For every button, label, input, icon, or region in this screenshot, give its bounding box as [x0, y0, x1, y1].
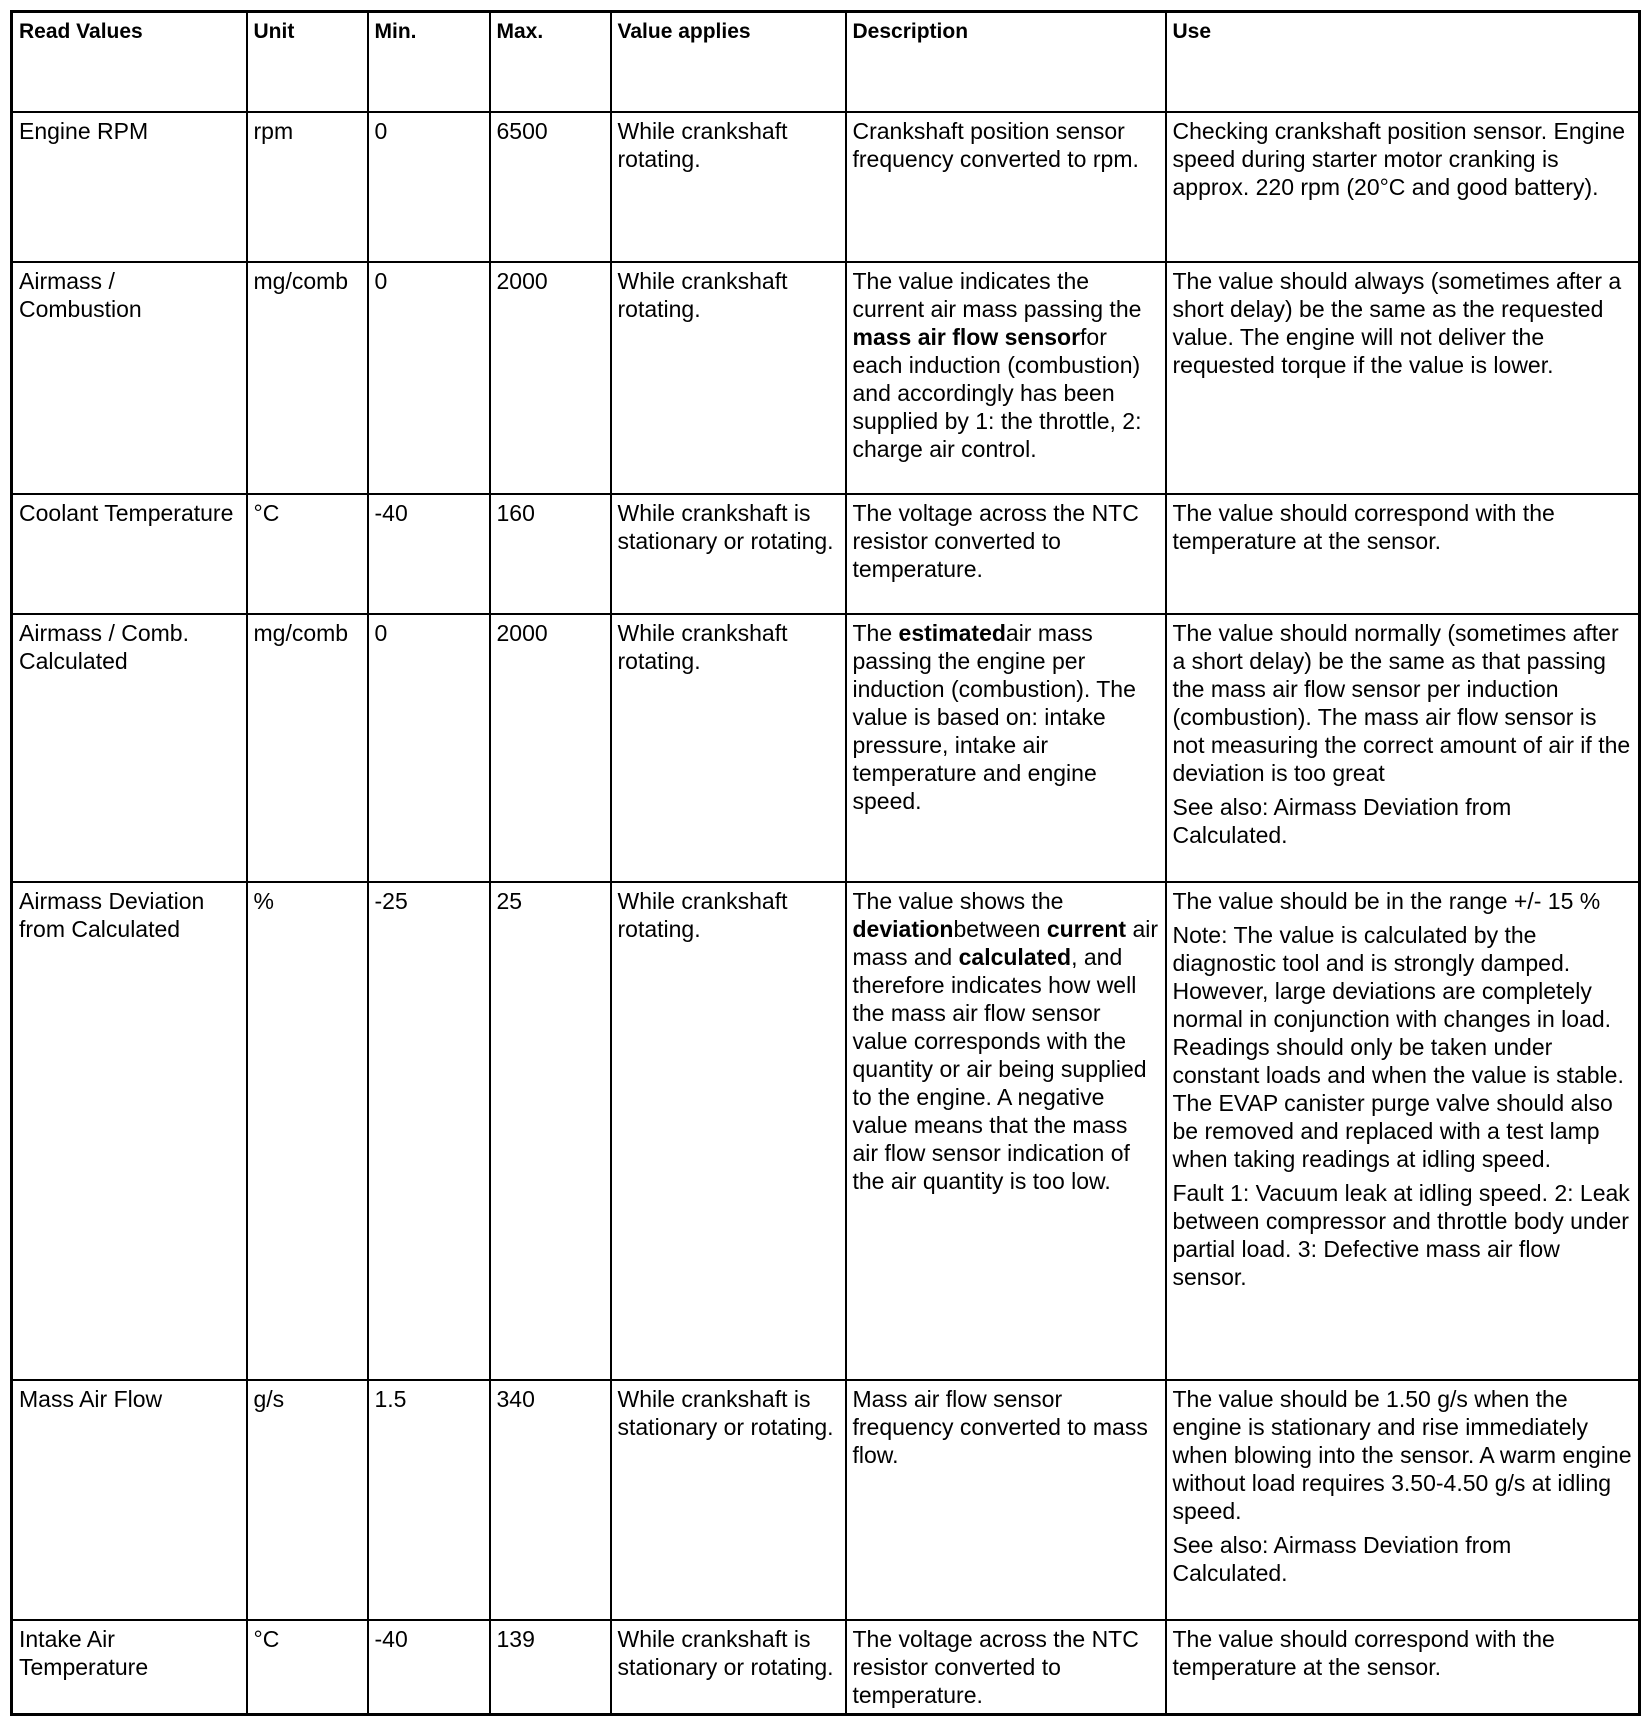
cell-description: Crankshaft position sensor frequency converted to rpm.	[846, 112, 1166, 262]
header-description: Description	[846, 12, 1166, 113]
cell-use	[1166, 262, 1640, 494]
cell-use	[1166, 614, 1640, 882]
use-paragraph: The value should always (sometimes after a short delay) be the same as the requested value. The engine will not deliver the requested torque if the value is lower.	[1172, 268, 1622, 378]
cell-unit: °C	[247, 1620, 368, 1715]
cell-min: 0	[368, 112, 490, 262]
cell-applies: While crankshaft is stationary or rotating.	[611, 1380, 846, 1620]
description-text: The value shows the	[852, 888, 1064, 914]
cell-applies: While crankshaft rotating.	[611, 262, 846, 494]
read-values-table	[10, 10, 1641, 1716]
description-text: The value indicates the current air mass passing the	[852, 268, 1142, 322]
cell-unit: mg/comb	[247, 614, 368, 882]
cell-use	[1166, 1380, 1640, 1620]
description-text: , and therefore indicates how well the mass air flow sensor value corresponds with the quantity or air being supplied to the engine. A negative value means that the mass air flow sensor indication of the air quantity is too low.	[852, 944, 1147, 1194]
cell-read-value: Mass Air Flow	[12, 1380, 247, 1620]
use-paragraph: The value should normally (sometimes after a short delay) be the same as that passing the mass air flow sensor per induction (combustion). The mass air flow sensor is not measuring the correct amount of air if the deviation is too great	[1172, 620, 1631, 786]
cell-max: 6500	[490, 112, 611, 262]
cell-max: 25	[490, 882, 611, 1380]
cell-applies: While crankshaft is stationary or rotating.	[611, 494, 846, 614]
use-paragraph: The value should correspond with the temperature at the sensor.	[1172, 500, 1555, 554]
header-min: Min.	[368, 12, 490, 113]
cell-max: 139	[490, 1620, 611, 1715]
cell-use	[1166, 112, 1640, 262]
cell-min: -25	[368, 882, 490, 1380]
cell-read-value: Engine RPM	[12, 112, 247, 262]
header-max: Max.	[490, 12, 611, 113]
cell-description: The voltage across the NTC resistor converted to temperature.	[846, 494, 1166, 614]
cell-unit: °C	[247, 494, 368, 614]
cell-min: 0	[368, 614, 490, 882]
description-text: between	[953, 916, 1047, 942]
cell-unit: rpm	[247, 112, 368, 262]
cell-unit: g/s	[247, 1380, 368, 1620]
description-emphasis: estimated	[898, 620, 1006, 646]
cell-read-value: Airmass Deviation from Calculated	[12, 882, 247, 1380]
cell-applies: While crankshaft rotating.	[611, 614, 846, 882]
use-paragraph: Note: The value is calculated by the diagnostic tool and is strongly damped. However, large deviations are completely normal in conjunction with changes in load. Readings should only be taken under constant loads and when the value is stable. The EVAP canister purge valve should also be removed and replaced with a test lamp when taking readings at idling speed.	[1172, 922, 1624, 1172]
cell-max: 160	[490, 494, 611, 614]
cell-max: 2000	[490, 614, 611, 882]
description-text: The	[852, 620, 899, 646]
cell-applies: While crankshaft is stationary or rotating.	[611, 1620, 846, 1715]
use-paragraph: Checking crankshaft position sensor. Engine speed during starter motor cranking is approx. 220 rpm (20°C and good battery).	[1172, 118, 1626, 200]
header-read-values: Read Values	[12, 12, 247, 113]
cell-min: -40	[368, 1620, 490, 1715]
description-emphasis: current	[1046, 916, 1127, 942]
cell-use	[1166, 494, 1640, 614]
cell-description	[846, 262, 1166, 494]
table-row	[12, 494, 1640, 614]
header-unit: Unit	[247, 12, 368, 113]
cell-min: 1.5	[368, 1380, 490, 1620]
description-emphasis: mass air flow sensor	[852, 324, 1081, 350]
table-row	[12, 614, 1640, 882]
use-paragraph: The value should be 1.50 g/s when the engine is stationary and rise immediately when blowing into the sensor. A warm engine without load requires 3.50-4.50 g/s at idling speed.	[1172, 1386, 1632, 1524]
description-text: for each induction (combustion) and accordingly has been supplied by 1: the throttle, 2: charge air control.	[852, 324, 1142, 462]
read-values-sheet	[10, 10, 1638, 1716]
description-emphasis: deviation	[852, 916, 954, 942]
table-row	[12, 882, 1640, 1380]
table-row	[12, 262, 1640, 494]
cell-use	[1166, 882, 1640, 1380]
description-text: air mass and	[852, 916, 1159, 970]
table-row	[12, 1620, 1640, 1715]
header-row	[12, 12, 1640, 113]
header-value-applies: Value applies	[611, 12, 846, 113]
use-paragraph: The value should be in the range +/- 15 %	[1172, 888, 1601, 914]
cell-description: Mass air flow sensor frequency converted to mass flow.	[846, 1380, 1166, 1620]
use-paragraph: Fault 1: Vacuum leak at idling speed. 2: Leak between compressor and throttle body under partial load. 3: Defective mass air flow sensor.	[1172, 1180, 1630, 1290]
use-paragraph: See also: Airmass Deviation from Calculated.	[1172, 1532, 1512, 1586]
cell-unit: mg/comb	[247, 262, 368, 494]
cell-min: -40	[368, 494, 490, 614]
use-paragraph: See also: Airmass Deviation from Calculated.	[1172, 794, 1512, 848]
description-emphasis: calculated	[958, 944, 1072, 970]
cell-applies: While crankshaft rotating.	[611, 112, 846, 262]
table-row	[12, 1380, 1640, 1620]
description-text: air mass passing the engine per induction (combustion). The value is based on: intake pressure, intake air temperature and engine speed.	[852, 620, 1136, 814]
cell-description	[846, 614, 1166, 882]
cell-read-value: Airmass / Combustion	[12, 262, 247, 494]
cell-description: The voltage across the NTC resistor converted to temperature.	[846, 1620, 1166, 1715]
cell-applies: While crankshaft rotating.	[611, 882, 846, 1380]
cell-read-value: Intake Air Temperature	[12, 1620, 247, 1715]
cell-min: 0	[368, 262, 490, 494]
header-use: Use	[1166, 12, 1640, 113]
cell-unit: %	[247, 882, 368, 1380]
use-paragraph: The value should correspond with the temperature at the sensor.	[1172, 1626, 1555, 1680]
cell-read-value: Airmass / Comb. Calculated	[12, 614, 247, 882]
cell-use	[1166, 1620, 1640, 1715]
cell-max: 2000	[490, 262, 611, 494]
cell-max: 340	[490, 1380, 611, 1620]
cell-description	[846, 882, 1166, 1380]
table-row	[12, 112, 1640, 262]
cell-read-value: Coolant Temperature	[12, 494, 247, 614]
